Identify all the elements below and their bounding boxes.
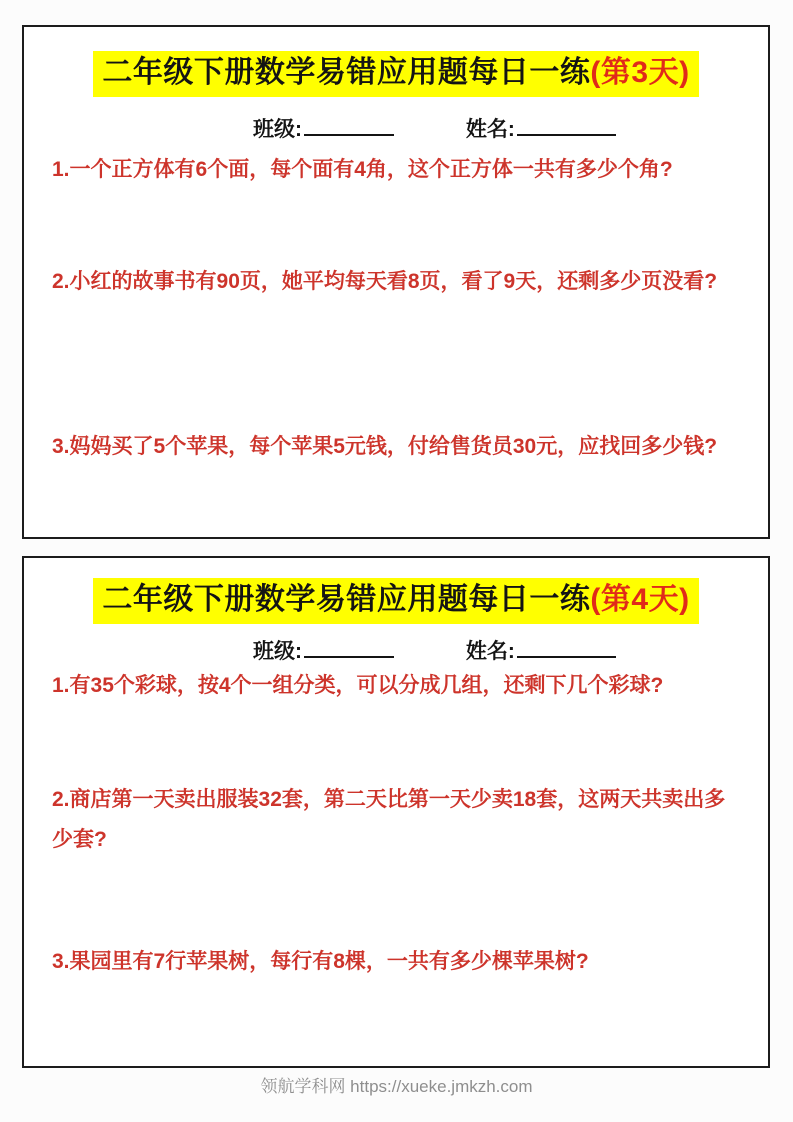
worksheet-title-row — [24, 51, 768, 97]
question-3: 3.妈妈买了5个苹果，每个苹果5元钱，付给售货员30元，应找回多少钱? — [52, 435, 718, 458]
worksheet-card-day4 — [22, 556, 770, 1068]
class-label: 班级: — [253, 118, 302, 141]
worksheet-card-day3 — [22, 25, 770, 539]
question-2: 2.商店第一天卖出服装32套，第二天比第一天少卖18套，这两天共卖出多少套? — [52, 788, 726, 851]
name-field — [466, 113, 616, 143]
question-1: 1.一个正方体有6个面，每个面有4角，这个正方体一共有多少个角? — [52, 158, 673, 181]
class-field — [253, 635, 394, 665]
name-label: 姓名: — [465, 118, 515, 141]
class-field — [253, 113, 394, 143]
worksheet-title-main: 二年级下册数学易错应用题每日一练 — [102, 583, 591, 616]
worksheet-title-day-badge: (第3天) — [590, 56, 690, 89]
question-2: 2.小红的故事书有90页，她平均每天看8页，看了9天，还剩多少页没看? — [52, 270, 718, 293]
question-1: 1.有35个彩球，按4个一组分类，可以分成几组，还剩下几个彩球? — [52, 674, 664, 697]
class-blank-line — [304, 115, 394, 136]
worksheet-title-day-badge: (第4天) — [590, 583, 690, 616]
worksheet-title-main: 二年级下册数学易错应用题每日一练 — [102, 56, 591, 89]
site-watermark: 领航学科网 https://xueke.jmkzh.com — [260, 1077, 533, 1096]
name-blank-line — [517, 115, 616, 136]
student-fields-row — [253, 113, 616, 143]
worksheet-title-row — [24, 578, 768, 624]
worksheet-title-highlight — [93, 51, 698, 97]
class-blank-line — [304, 637, 394, 658]
name-label: 姓名: — [465, 640, 515, 663]
student-fields-row — [253, 635, 616, 665]
worksheet-title-highlight — [93, 578, 698, 624]
name-field — [466, 635, 616, 665]
class-label: 班级: — [253, 640, 302, 663]
question-3: 3.果园里有7行苹果树，每行有8棵，一共有多少棵苹果树? — [52, 950, 589, 973]
name-blank-line — [517, 637, 616, 658]
